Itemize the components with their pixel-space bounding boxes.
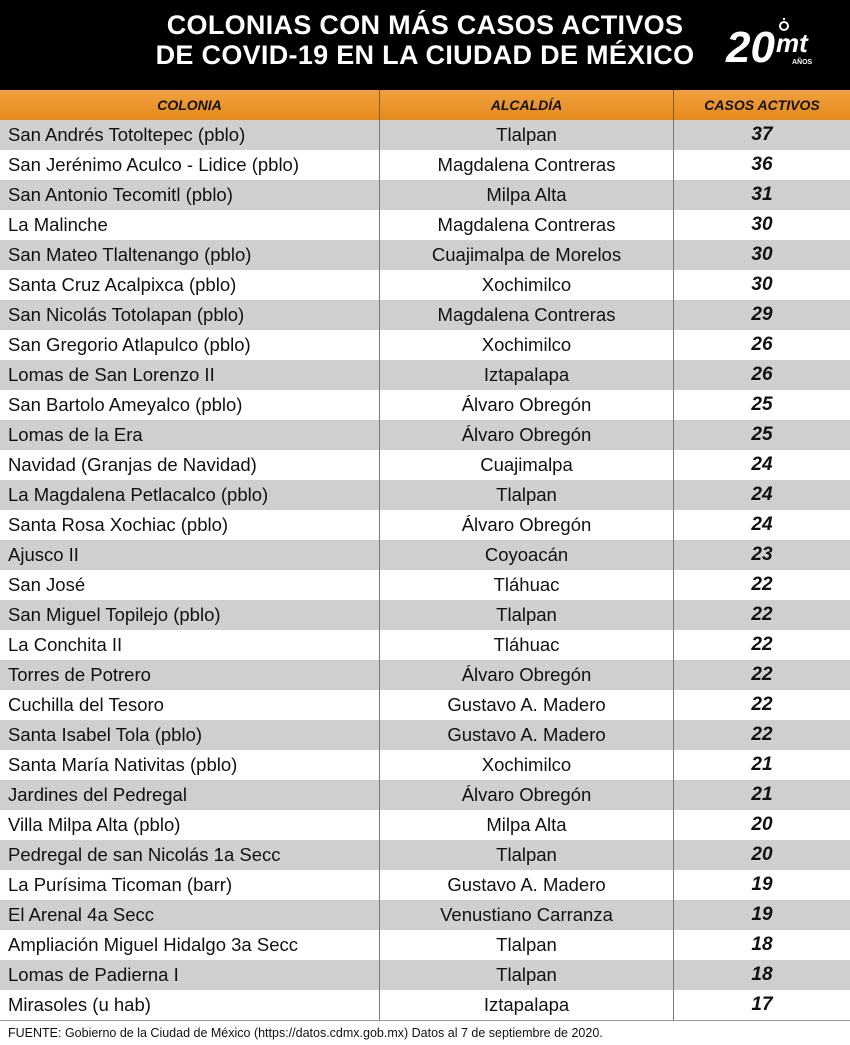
colonia-cell: Mirasoles (u hab) bbox=[0, 990, 380, 1020]
colonia-cell: Ajusco II bbox=[0, 540, 380, 570]
casos-activos-cell: 21 bbox=[751, 784, 773, 805]
table-row bbox=[0, 720, 850, 750]
casos-activos-cell: 30 bbox=[751, 274, 773, 295]
casos-activos-cell: 22 bbox=[751, 634, 773, 655]
alcaldia-cell: Álvaro Obregón bbox=[380, 510, 674, 540]
table-row bbox=[0, 630, 850, 660]
table-row bbox=[0, 750, 850, 780]
alcaldia-cell: Tlalpan bbox=[380, 960, 674, 990]
table-row bbox=[0, 330, 850, 360]
colonia-cell: San Jerénimo Aculco - Lidice (pblo) bbox=[0, 150, 380, 180]
colonia-cell: San Andrés Totoltepec (pblo) bbox=[0, 120, 380, 150]
alcaldia-cell: Tláhuac bbox=[380, 570, 674, 600]
table-row bbox=[0, 930, 850, 960]
logo-subtext: AÑOS bbox=[792, 59, 813, 66]
table-row bbox=[0, 450, 850, 480]
table-row bbox=[0, 360, 850, 390]
colonia-cell: Lomas de Padierna I bbox=[0, 960, 380, 990]
casos-activos-cell: 23 bbox=[751, 544, 773, 565]
colonia-cell: Torres de Potrero bbox=[0, 660, 380, 690]
page-title bbox=[0, 10, 850, 70]
column-header-colonia: COLONIA bbox=[0, 90, 380, 120]
alcaldia-cell: Xochimilco bbox=[380, 330, 674, 360]
alcaldia-cell: Gustavo A. Madero bbox=[380, 720, 674, 750]
casos-activos-cell: 37 bbox=[751, 124, 773, 145]
alcaldia-cell: Magdalena Contreras bbox=[380, 210, 674, 240]
casos-activos-cell: 30 bbox=[751, 214, 773, 235]
table-header-row bbox=[0, 90, 850, 120]
casos-activos-cell: 20 bbox=[751, 844, 773, 865]
table-row bbox=[0, 780, 850, 810]
colonia-cell: Pedregal de san Nicolás 1a Secc bbox=[0, 840, 380, 870]
colonia-cell: San José bbox=[0, 570, 380, 600]
table-row bbox=[0, 690, 850, 720]
logo-number: 20 bbox=[726, 23, 775, 72]
table-row bbox=[0, 660, 850, 690]
colonia-cell: La Magdalena Petlacalco (pblo) bbox=[0, 480, 380, 510]
casos-activos-cell: 25 bbox=[751, 394, 773, 415]
colonia-cell: Villa Milpa Alta (pblo) bbox=[0, 810, 380, 840]
table-row bbox=[0, 840, 850, 870]
alcaldia-cell: Milpa Alta bbox=[380, 810, 674, 840]
alcaldia-cell: Tlalpan bbox=[380, 480, 674, 510]
alcaldia-cell: Gustavo A. Madero bbox=[380, 690, 674, 720]
logo-text: mt bbox=[776, 28, 808, 58]
alcaldia-cell: Iztapalapa bbox=[380, 990, 674, 1020]
title-line-1: COLONIAS CON MÁS CASOS ACTIVOS bbox=[166, 10, 684, 40]
alcaldia-cell: Xochimilco bbox=[380, 750, 674, 780]
alcaldia-cell: Gustavo A. Madero bbox=[380, 870, 674, 900]
casos-activos-cell: 22 bbox=[751, 574, 773, 595]
colonia-cell: La Conchita II bbox=[0, 630, 380, 660]
table-row bbox=[0, 810, 850, 840]
casos-activos-cell: 31 bbox=[751, 184, 773, 205]
alcaldia-cell: Tlalpan bbox=[380, 840, 674, 870]
colonia-cell: Cuchilla del Tesoro bbox=[0, 690, 380, 720]
table-row bbox=[0, 390, 850, 420]
table-row bbox=[0, 510, 850, 540]
casos-activos-cell: 17 bbox=[751, 994, 773, 1015]
colonia-cell: Navidad (Granjas de Navidad) bbox=[0, 450, 380, 480]
colonia-cell: Ampliación Miguel Hidalgo 3a Secc bbox=[0, 930, 380, 960]
colonia-cell: San Nicolás Totolapan (pblo) bbox=[0, 300, 380, 330]
title-line-2: DE COVID-19 EN LA CIUDAD DE MÉXICO bbox=[155, 40, 695, 70]
table-row bbox=[0, 300, 850, 330]
alcaldia-cell: Venustiano Carranza bbox=[380, 900, 674, 930]
alcaldia-cell: Álvaro Obregón bbox=[380, 660, 674, 690]
table-row bbox=[0, 480, 850, 510]
alcaldia-cell: Tlalpan bbox=[380, 120, 674, 150]
table-row bbox=[0, 870, 850, 900]
casos-activos-cell: 18 bbox=[751, 934, 773, 955]
casos-activos-cell: 18 bbox=[751, 964, 773, 985]
column-header-alcaldia: ALCALDÍA bbox=[380, 90, 674, 120]
colonia-cell: Santa Rosa Xochiac (pblo) bbox=[0, 510, 380, 540]
table-row bbox=[0, 180, 850, 210]
table-row bbox=[0, 540, 850, 570]
alcaldia-cell: Tláhuac bbox=[380, 630, 674, 660]
table-row bbox=[0, 210, 850, 240]
casos-activos-cell: 22 bbox=[751, 664, 773, 685]
alcaldia-cell: Cuajimalpa bbox=[380, 450, 674, 480]
table-row bbox=[0, 960, 850, 990]
casos-activos-cell: 19 bbox=[751, 874, 773, 895]
table-row bbox=[0, 600, 850, 630]
alcaldia-cell: Tlalpan bbox=[380, 600, 674, 630]
colonia-cell: Santa Cruz Acalpixca (pblo) bbox=[0, 270, 380, 300]
casos-activos-cell: 36 bbox=[751, 154, 773, 175]
colonia-cell: San Antonio Tecomitl (pblo) bbox=[0, 180, 380, 210]
casos-activos-cell: 22 bbox=[751, 724, 773, 745]
alcaldia-cell: Álvaro Obregón bbox=[380, 390, 674, 420]
casos-activos-cell: 30 bbox=[751, 244, 773, 265]
alcaldia-cell: Magdalena Contreras bbox=[380, 150, 674, 180]
alcaldia-cell: Álvaro Obregón bbox=[380, 420, 674, 450]
colonia-cell: Lomas de San Lorenzo II bbox=[0, 360, 380, 390]
table-row bbox=[0, 120, 850, 150]
table-row bbox=[0, 240, 850, 270]
alcaldia-cell: Iztapalapa bbox=[380, 360, 674, 390]
casos-activos-cell: 25 bbox=[751, 424, 773, 445]
alcaldia-cell: Tlalpan bbox=[380, 930, 674, 960]
alcaldia-cell: Magdalena Contreras bbox=[380, 300, 674, 330]
table-row bbox=[0, 570, 850, 600]
casos-activos-cell: 20 bbox=[751, 814, 773, 835]
table-row bbox=[0, 150, 850, 180]
alcaldia-cell: Coyoacán bbox=[380, 540, 674, 570]
colonia-cell: Lomas de la Era bbox=[0, 420, 380, 450]
colonia-cell: El Arenal 4a Secc bbox=[0, 900, 380, 930]
colonia-cell: San Bartolo Ameyalco (pblo) bbox=[0, 390, 380, 420]
alcaldia-cell: Cuajimalpa de Morelos bbox=[380, 240, 674, 270]
milenio-20-anos-logo bbox=[724, 16, 824, 72]
colonia-cell: La Malinche bbox=[0, 210, 380, 240]
table-row bbox=[0, 270, 850, 300]
colonia-cell: Jardines del Pedregal bbox=[0, 780, 380, 810]
colonia-cell: San Mateo Tlaltenango (pblo) bbox=[0, 240, 380, 270]
casos-activos-cell: 21 bbox=[751, 754, 773, 775]
alcaldia-cell: Xochimilco bbox=[380, 270, 674, 300]
casos-activos-cell: 26 bbox=[751, 334, 773, 355]
source-footer: FUENTE: Gobierno de la Ciudad de México (https://datos.cdmx.gob.mx) Datos al 7 de septiembre de 2020. bbox=[0, 1020, 850, 1045]
colonia-cell: Santa Isabel Tola (pblo) bbox=[0, 720, 380, 750]
colonia-cell: Santa María Nativitas (pblo) bbox=[0, 750, 380, 780]
casos-activos-cell: 29 bbox=[751, 304, 773, 325]
casos-activos-cell: 22 bbox=[751, 694, 773, 715]
alcaldia-cell: Álvaro Obregón bbox=[380, 780, 674, 810]
casos-activos-cell: 24 bbox=[751, 454, 773, 475]
table-body bbox=[0, 120, 850, 1020]
colonia-cell: San Miguel Topilejo (pblo) bbox=[0, 600, 380, 630]
casos-activos-cell: 24 bbox=[751, 514, 773, 535]
table-row bbox=[0, 900, 850, 930]
colonia-cell: San Gregorio Atlapulco (pblo) bbox=[0, 330, 380, 360]
alcaldia-cell: Milpa Alta bbox=[380, 180, 674, 210]
casos-activos-cell: 22 bbox=[751, 604, 773, 625]
casos-activos-cell: 24 bbox=[751, 484, 773, 505]
header-banner bbox=[0, 0, 850, 90]
column-header-casos-activos: CASOS ACTIVOS bbox=[704, 97, 820, 113]
casos-activos-cell: 19 bbox=[751, 904, 773, 925]
table-row bbox=[0, 420, 850, 450]
table-row bbox=[0, 990, 850, 1020]
casos-activos-cell: 26 bbox=[751, 364, 773, 385]
colonia-cell: La Purísima Ticoman (barr) bbox=[0, 870, 380, 900]
